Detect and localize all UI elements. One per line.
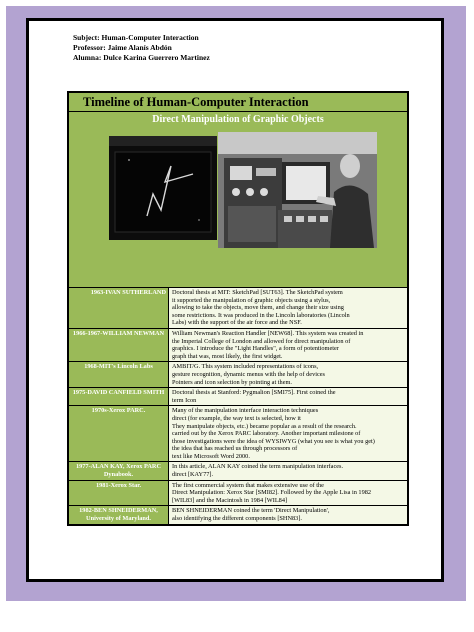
row-description: William Newman's Reaction Handler [NEW68]. This system was created in the Imperial College of London and allowed for direct manipulation of graphics. I introduce the "Light Handles", a form of potentiometer graph that was, most likely, the first widget. bbox=[169, 329, 407, 361]
row-year-label: 1982-BEN SHNEIDERMAN, University of Maryland. bbox=[69, 506, 169, 523]
timeline-rows bbox=[69, 287, 407, 524]
row-description: The first commercial system that makes extensive use of the Direct Manipulation: Xerox Star [SMI82]. Followed by the Apple Lisa in 1982 [WIL83] and the Macintosh in 1984 [WIL84] bbox=[169, 481, 407, 506]
photo-area bbox=[69, 128, 407, 287]
sketchpad-screen-photo bbox=[109, 136, 217, 240]
row-description: AMBIT/G. This system included representations of icons, gesture recognition, dynamic menus with the help of devices Pointers and icon selection by pointing at them. bbox=[169, 362, 407, 387]
table-row bbox=[69, 288, 407, 329]
row-year-label: 1981-Xerox Star. bbox=[69, 481, 169, 506]
professor-line: Professor: Jaime Alanís Abdón bbox=[73, 43, 172, 52]
row-year-label: 1966-1967-WILLIAM NEWMAN bbox=[69, 329, 169, 361]
row-year-label: 1977-ALAN KAY, Xerox PARC Dynabook. bbox=[69, 462, 169, 479]
row-year-label: 1970s-Xerox PARC. bbox=[69, 406, 169, 461]
row-year-label: 1963-IVAN SUTHERLAND bbox=[69, 288, 169, 328]
row-description: In this article, ALAN KAY coined the term manipulation interfaces. direct [KAY77]. bbox=[169, 462, 407, 479]
row-description: Many of the manipulation interface interaction techniques direct (for example, the way text is selected, how it They manipulate objects, etc.) became popular as a result of the research. carried out by the Xerox PARC laboratory. Another important milestone of those investigations were the idea of WYSIWYG (what you see is what you get) the idea that has reached us through processors of text like Microsoft Word 2000. bbox=[169, 406, 407, 461]
table-row bbox=[69, 481, 407, 507]
table-row bbox=[69, 329, 407, 362]
table-title: Timeline of Human-Computer Interaction bbox=[69, 93, 407, 112]
table-row bbox=[69, 506, 407, 523]
sketchpad-operator-photo bbox=[218, 132, 377, 248]
row-description: BEN SHNEIDERMAN coined the term 'Direct Manipulation', also identifying the different components [SHN83]. bbox=[169, 506, 407, 523]
timeline-table bbox=[67, 91, 409, 526]
table-row bbox=[69, 406, 407, 462]
row-year-label: 1968-MIT's Lincoln Labs bbox=[69, 362, 169, 387]
document-header bbox=[73, 33, 210, 63]
table-row bbox=[69, 462, 407, 480]
table-subtitle: Direct Manipulation of Graphic Objects bbox=[152, 114, 324, 125]
row-year-label: 1975-DAVID CANFIELD SMITH bbox=[69, 388, 169, 405]
row-description: Doctoral thesis at MIT: SketchPad [SUT63]. The SketchPad system it supported the manipulation of graphic objects using a stylus, allowing to take the objects, move them, and change their size using some restrictions. It was produced in the Lincoln laboratories (Lincoln Labs) with the support of the air force and the NSF. bbox=[169, 288, 407, 328]
student-line: Alumna: Dulce Karina Guerrero Martinez bbox=[73, 53, 210, 62]
document-page bbox=[26, 18, 444, 582]
table-row bbox=[69, 388, 407, 406]
row-description: Doctoral thesis at Stanford: Pygmalion [SMI75]. First coined the term Icon bbox=[169, 388, 407, 405]
table-row bbox=[69, 362, 407, 388]
subject-line: Subject: Human-Computer Interaction bbox=[73, 33, 199, 42]
